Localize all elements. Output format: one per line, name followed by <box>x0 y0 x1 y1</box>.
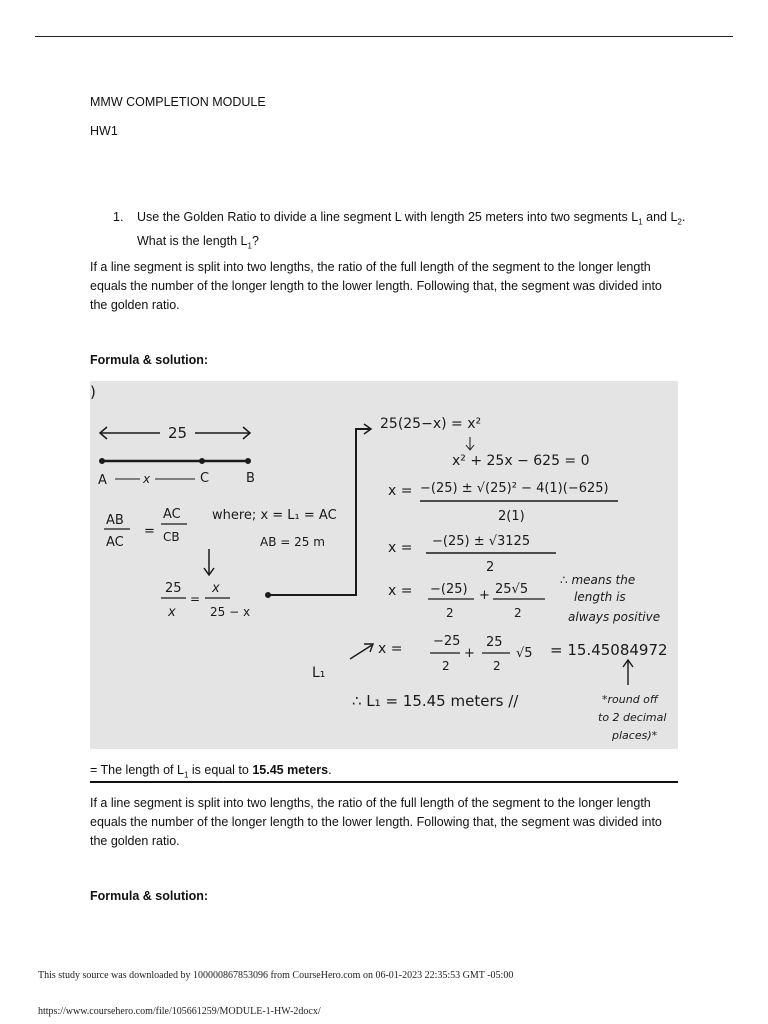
eq6-a-denominator: 2 <box>442 659 450 673</box>
l1-label: L₁ <box>312 665 326 681</box>
header-rule <box>35 36 733 37</box>
note2-line1: *round off <box>602 693 658 706</box>
question-item <box>113 208 688 255</box>
eq6-a-numerator: −25 <box>433 634 461 649</box>
eq5-b-denominator: 2 <box>514 606 522 620</box>
note1-line2: length is <box>574 590 626 604</box>
eq6-left: x = <box>378 641 403 657</box>
note1-line1: ∴ means the <box>560 573 636 587</box>
segment-point-b <box>246 459 251 464</box>
explanation-paragraph-2: If a line segment is split into two lengths, the ratio of the full length of the segment to the longer length equals the number of the longer length to the lower length. Following that, the segment was divided into the golden ratio. <box>90 796 662 848</box>
segment-point-a <box>100 459 105 464</box>
ab-value: AB = 25 m <box>260 535 325 549</box>
final-line: ∴ L₁ = 15.45 meters // <box>352 692 519 710</box>
source-url[interactable]: https://www.coursehero.com/file/105661259/MODULE-1-HW-2docx/ <box>38 1006 321 1017</box>
eq3-denominator: 2(1) <box>498 509 525 524</box>
segment-point-c <box>200 459 205 464</box>
frac25-bottom: x <box>168 605 176 620</box>
formula-heading-1: Formula & solution: <box>90 353 209 367</box>
ratio-ab: AB <box>106 513 124 528</box>
svg-text:=: = <box>144 524 155 539</box>
formula-heading-2: Formula & solution: <box>90 889 209 903</box>
eq4-left: x = <box>388 540 413 556</box>
eq6-root: √5 <box>516 646 533 661</box>
module-title: MMW COMPLETION MODULE <box>90 95 266 109</box>
eq5-a-denominator: 2 <box>446 606 454 620</box>
eq5-plus: + <box>479 588 490 603</box>
answer-value: 15.45 meters <box>252 763 329 777</box>
explanation-paragraph-1: If a line segment is split into two lengths, the ratio of the full length of the segment to the longer length equals the number of the longer length to the lower length. Following that, the segment was divided into the golden ratio. <box>90 260 662 312</box>
eq5-a-numerator: −(25) <box>430 582 468 597</box>
eq6-b-denominator: 2 <box>493 659 501 673</box>
fracx-bottom: 25 − x <box>210 605 251 619</box>
answer-line: = The length of $L_1$ is equal to 15.45 meters. <box>90 763 332 780</box>
eq6-b-numerator: 25 <box>486 635 503 650</box>
ratio-ac-bottom: AC <box>106 535 124 550</box>
eq1: 25(25−x) = x² <box>380 416 482 432</box>
svg-text:=: = <box>190 592 201 606</box>
question-text: Use the Golden Ratio to divide a line segment L with length 25 meters into two segments $L_1$ and $L_2$. What is the length $L_1$? <box>137 210 686 250</box>
download-note: This study source was downloaded by 100000867853096 from CourseHero.com on 06-01-2023 22:35:53 GMT -05:00 <box>38 970 514 981</box>
ratio-ac-top: AC <box>163 507 181 522</box>
question-number: 1. <box>113 210 124 224</box>
note2-line2: to 2 decimal <box>598 711 667 724</box>
eq5-left: x = <box>388 583 413 599</box>
label-c: C <box>200 471 210 486</box>
eq4-numerator: −(25) ± √3125 <box>432 534 531 549</box>
label-b: B <box>246 471 255 486</box>
eq5-b-numerator: 25√5 <box>495 582 529 597</box>
frac25-top: 25 <box>165 581 182 596</box>
eq2: x² + 25x − 625 = 0 <box>452 453 590 469</box>
eq6-result: = 15.45084972 <box>550 641 668 659</box>
note1-line3: always positive <box>568 610 661 624</box>
where-text: where; x = L₁ = AC <box>212 508 337 523</box>
fracx-top: x <box>212 581 220 596</box>
label-x: x <box>143 472 151 486</box>
eq3-numerator: −(25) ± √(25)² − 4(1)(−625) <box>420 481 609 496</box>
hw-label: HW1 <box>90 124 118 138</box>
answer-rule <box>90 781 678 783</box>
handwritten-solution-photo <box>90 381 678 749</box>
label-a: A <box>98 473 107 488</box>
eq3-left: x = <box>388 483 413 499</box>
eq4-denominator: 2 <box>486 560 495 575</box>
note2-line3: places)* <box>612 729 658 742</box>
corner-mark: ) <box>90 383 96 401</box>
ratio-cb: CB <box>163 530 180 544</box>
length-label: 25 <box>168 424 188 442</box>
eq6-plus: + <box>464 646 475 661</box>
